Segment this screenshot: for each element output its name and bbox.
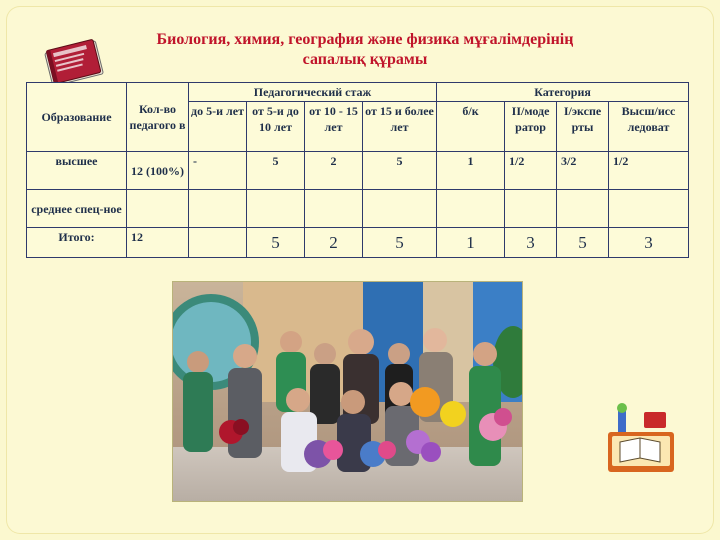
stage-cell: [363, 190, 437, 228]
row-count: 12 (100%): [127, 152, 189, 190]
header-stage-col: от 15 и более лет: [363, 102, 437, 152]
category-cell: 5: [557, 228, 609, 258]
header-category-col: II/моде ратор: [505, 102, 557, 152]
table-row: [27, 152, 689, 190]
title-line-1: Биология, химия, география және физика мұғалімдерінің: [156, 31, 574, 48]
header-stage-col: от 10 - 15 лет: [305, 102, 363, 152]
category-cell: [505, 190, 557, 228]
stage-cell: 5: [363, 152, 437, 190]
header-count: Кол-во педагого в: [127, 83, 189, 152]
category-cell: [609, 190, 689, 228]
title-line-2: сапалық құрамы: [302, 51, 428, 68]
category-cell: 1/2: [609, 152, 689, 190]
row-label: Итого:: [27, 228, 127, 258]
row-count: 12: [127, 228, 189, 258]
header-category-col: б/к: [437, 102, 505, 152]
stage-cell: -: [189, 152, 247, 190]
category-cell: 3: [609, 228, 689, 258]
stage-cell: [189, 190, 247, 228]
header-category-col: I/экспе рты: [557, 102, 609, 152]
category-cell: 3: [505, 228, 557, 258]
stage-cell: 2: [305, 228, 363, 258]
header-category-col: Высш/исс ледоват: [609, 102, 689, 152]
qualification-table: [26, 82, 689, 258]
header-category-group: Категория: [437, 83, 689, 102]
stage-cell: [189, 228, 247, 258]
header-stage-col: от 5-и до 10 лет: [247, 102, 305, 152]
header-stage-group: Педагогический стаж: [189, 83, 437, 102]
stage-cell: [247, 190, 305, 228]
stage-cell: [305, 190, 363, 228]
row-count: [127, 190, 189, 228]
stage-cell: 5: [247, 152, 305, 190]
table-row: [27, 190, 689, 228]
category-cell: 1/2: [505, 152, 557, 190]
group-photo: [172, 281, 523, 502]
category-cell: 1: [437, 228, 505, 258]
header-education: Образование: [27, 83, 127, 152]
row-label: среднее спец-ное: [27, 190, 127, 228]
school-supplies-icon: [600, 402, 680, 482]
header-stage-col: до 5-и лет: [189, 102, 247, 152]
stage-cell: 5: [247, 228, 305, 258]
category-cell: 3/2: [557, 152, 609, 190]
category-cell: [437, 190, 505, 228]
category-cell: [557, 190, 609, 228]
category-cell: 1: [437, 152, 505, 190]
table-row: [27, 228, 689, 258]
row-label: высшее: [27, 152, 127, 190]
stage-cell: 2: [305, 152, 363, 190]
stage-cell: 5: [363, 228, 437, 258]
slide-title: [100, 30, 630, 70]
